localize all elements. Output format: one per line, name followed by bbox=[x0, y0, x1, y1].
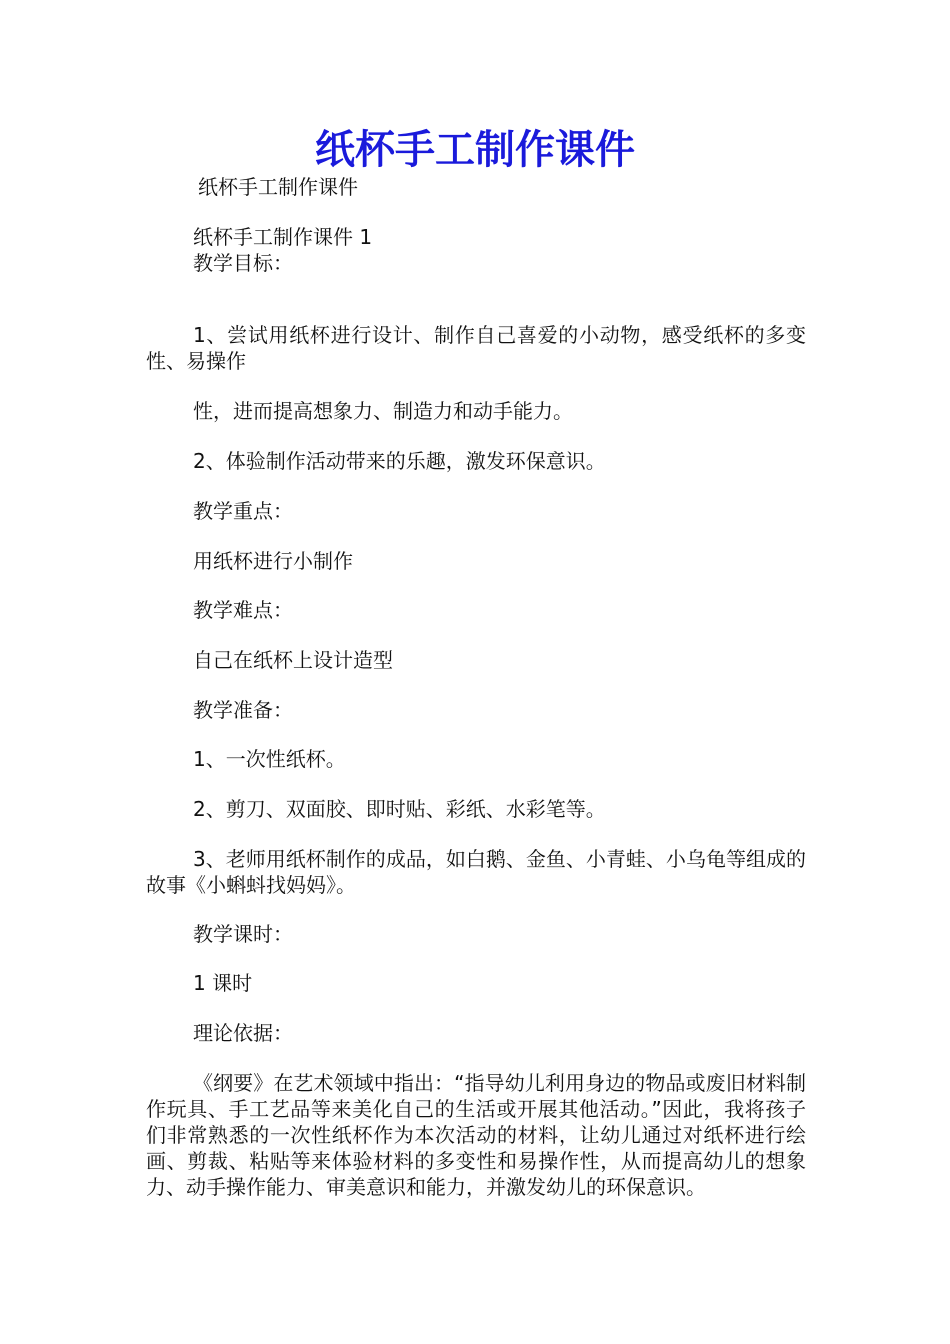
goal-1-paragraph: 1、尝试用纸杯进行设计、制作自己喜爱的小动物，感受纸杯的多变性、易操作 bbox=[146, 323, 806, 373]
difficulty-label: 教学难点： bbox=[193, 598, 293, 622]
focus-text: 用纸杯进行小制作 bbox=[193, 549, 353, 573]
prep-item-2: 2、剪刀、双面胶、即时贴、彩纸、水彩笔等。 bbox=[193, 797, 606, 821]
goal-1-continuation: 性，进而提高想象力、制造力和动手能力。 bbox=[193, 399, 573, 423]
document-title: 纸杯手工制作课件 bbox=[315, 126, 635, 173]
prep-label: 教学准备： bbox=[193, 698, 293, 722]
hours-text: 1 课时 bbox=[193, 971, 253, 995]
prep-item-1: 1、一次性纸杯。 bbox=[193, 747, 346, 771]
theory-label: 理论依据： bbox=[193, 1021, 293, 1045]
prep-item-3: 3、老师用纸杯制作的成品，如白鹅、金鱼、小青蛙、小乌龟等组成的故事《小蝌蚪找妈妈》。 bbox=[146, 847, 806, 897]
goals-label: 教学目标： bbox=[193, 251, 293, 275]
focus-label: 教学重点： bbox=[193, 499, 293, 523]
difficulty-text: 自己在纸杯上设计造型 bbox=[193, 648, 393, 672]
theory-paragraph: 《纲要》在艺术领域中指出：“指导幼儿利用身边的物品或废旧材料制作玩具、手工艺品等来美化自己的生活或开展其他活动。”因此，我将孩子们非常熟悉的一次性纸杯作为本次活动的材料，让幼儿通过对纸杯进行绘画、剪裁、粘贴等来体验材料的多变性和易操作性，从而提高幼儿的想象力、动手操作能力、审美意识和能力，并激发幼儿的环保意识。 bbox=[146, 1071, 806, 1199]
hours-label: 教学课时： bbox=[193, 922, 293, 946]
goal-2-paragraph: 2、体验制作活动带来的乐趣，激发环保意识。 bbox=[193, 449, 606, 473]
document-subtitle: 纸杯手工制作课件 bbox=[198, 175, 358, 199]
section-heading: 纸杯手工制作课件 1 bbox=[193, 225, 373, 249]
